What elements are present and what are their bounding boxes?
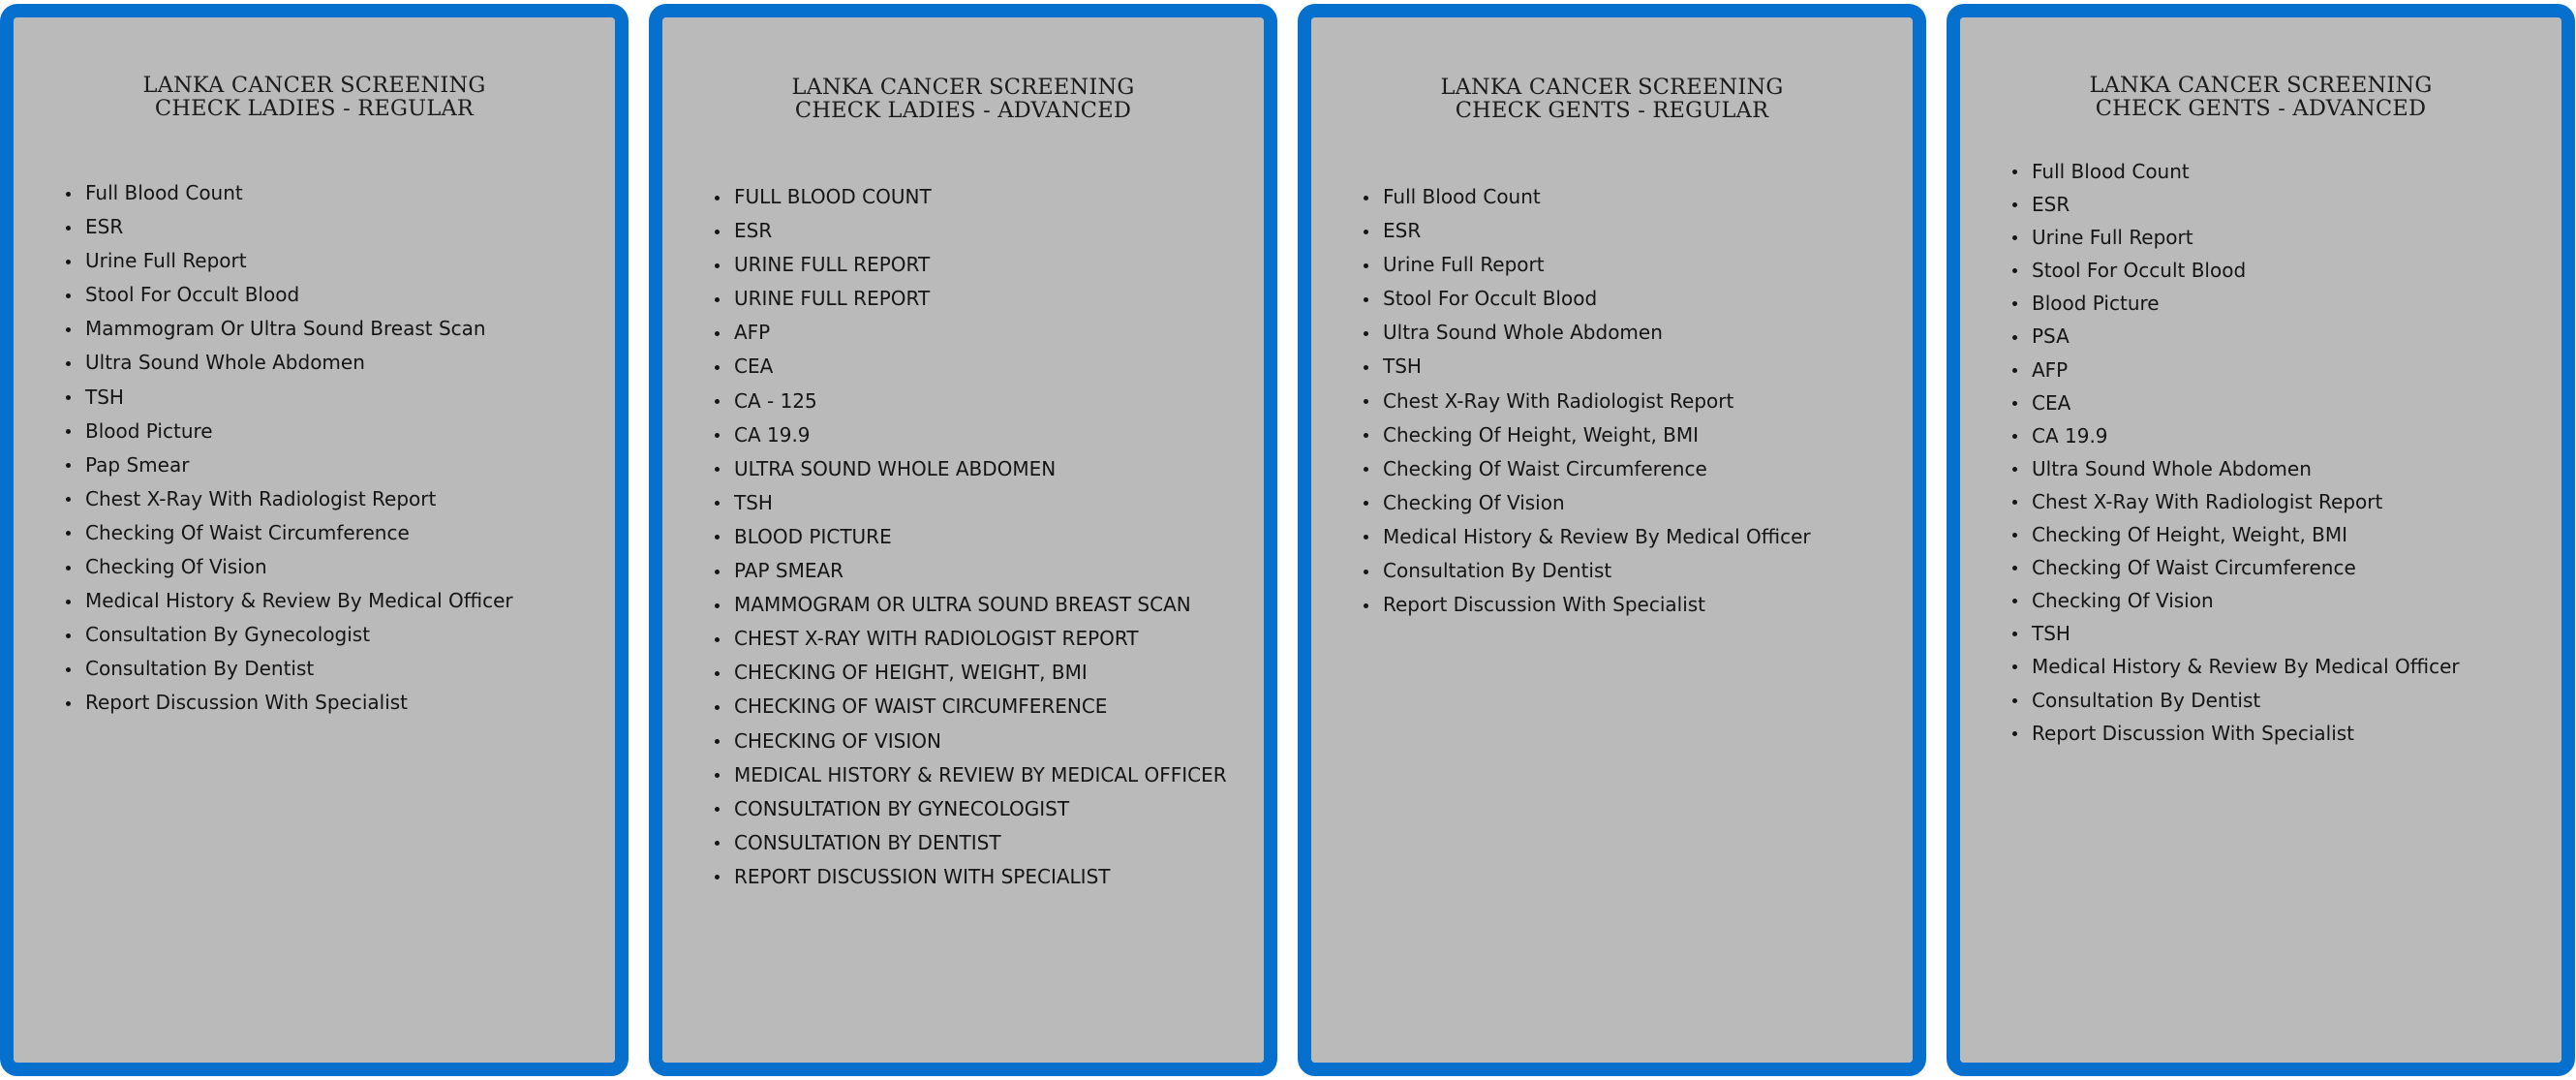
test-list-item: BLOOD PICTURE [715, 520, 1254, 554]
test-list-item: Consultation By Dentist [2012, 684, 2552, 717]
test-list-item: Report Discussion With Specialist [66, 686, 605, 720]
test-list-item: Ultra Sound Whole Abdomen [1364, 316, 1903, 350]
test-list-item: Consultation By Dentist [66, 652, 605, 686]
test-list-item: CHECKING OF VISION [715, 725, 1254, 758]
card-title-line1: LANKA CANCER SCREENING [1440, 75, 1784, 100]
test-list-item: Blood Picture [66, 415, 605, 448]
test-list-item: AFP [715, 316, 1254, 350]
test-list-item: CONSULTATION BY DENTIST [715, 826, 1254, 860]
test-list-item: ESR [66, 210, 605, 244]
test-list-item: TSH [715, 486, 1254, 520]
test-list-item: Medical History & Review By Medical Officer [66, 584, 605, 618]
test-list-item: Mammogram Or Ultra Sound Breast Scan [66, 312, 605, 346]
test-list-item: Stool For Occult Blood [66, 278, 605, 312]
test-list-item: Ultra Sound Whole Abdomen [2012, 452, 2552, 485]
test-list-item: PAP SMEAR [715, 554, 1254, 588]
test-list-item: ESR [715, 214, 1254, 248]
test-list-item: URINE FULL REPORT [715, 282, 1254, 316]
test-list [1364, 180, 1903, 622]
test-list-item: REPORT DISCUSSION WITH SPECIALIST [715, 860, 1254, 894]
test-list-item: Pap Smear [66, 448, 605, 482]
card-title [14, 74, 615, 120]
package-card-gents-regular [1298, 4, 1926, 1076]
card-title-line1: LANKA CANCER SCREENING [791, 75, 1135, 100]
card-title [1960, 74, 2561, 120]
test-list-item: CA 19.9 [715, 418, 1254, 452]
test-list-item: TSH [1364, 350, 1903, 384]
card-title [1311, 76, 1913, 122]
card-title-line1: LANKA CANCER SCREENING [142, 73, 486, 98]
test-list-item: CEA [715, 350, 1254, 384]
test-list [715, 180, 1254, 894]
card-title-line2: CHECK GENTS - ADVANCED [2095, 96, 2427, 121]
test-list [66, 176, 605, 721]
test-list-item: CEA [2012, 386, 2552, 419]
test-list-item: MAMMOGRAM OR ULTRA SOUND BREAST SCAN [715, 588, 1254, 622]
card-title-line2: CHECK LADIES - REGULAR [154, 96, 475, 121]
test-list-item: MEDICAL HISTORY & REVIEW BY MEDICAL OFFICER [715, 758, 1254, 792]
test-list-item: URINE FULL REPORT [715, 248, 1254, 282]
package-card-ladies-regular [0, 4, 629, 1076]
test-list-item: CHECKING OF HEIGHT, WEIGHT, BMI [715, 656, 1254, 690]
card-title-line2: CHECK LADIES - ADVANCED [794, 98, 1132, 123]
test-list-item: Medical History & Review By Medical Officer [2012, 650, 2552, 683]
test-list [2012, 155, 2552, 750]
test-list-item: CONSULTATION BY GYNECOLOGIST [715, 792, 1254, 826]
test-list-item: CHECKING OF WAIST CIRCUMFERENCE [715, 690, 1254, 724]
test-list-item: Chest X-Ray With Radiologist Report [66, 482, 605, 516]
test-list-item: Urine Full Report [2012, 221, 2552, 254]
test-list-item: Urine Full Report [66, 244, 605, 278]
test-list-item: Consultation By Gynecologist [66, 618, 605, 652]
test-list-item: ESR [2012, 188, 2552, 221]
test-list-item: CHEST X-RAY WITH RADIOLOGIST REPORT [715, 622, 1254, 656]
test-list-item: Full Blood Count [1364, 180, 1903, 214]
test-list-item: Urine Full Report [1364, 248, 1903, 282]
test-list-item: ESR [1364, 214, 1903, 248]
test-list-item: Medical History & Review By Medical Officer [1364, 520, 1903, 554]
card-title [662, 76, 1264, 122]
test-list-item: Blood Picture [2012, 287, 2552, 320]
test-list-item: Checking Of Waist Circumference [2012, 551, 2552, 584]
card-title-line2: CHECK GENTS - REGULAR [1455, 98, 1769, 123]
test-list-item: TSH [2012, 617, 2552, 650]
test-list-item: Checking Of Waist Circumference [66, 516, 605, 550]
test-list-item: Ultra Sound Whole Abdomen [66, 346, 605, 380]
test-list-item: CA - 125 [715, 385, 1254, 418]
test-list-item: Checking Of Vision [2012, 584, 2552, 617]
test-list-item: Checking Of Vision [1364, 486, 1903, 520]
test-list-item: FULL BLOOD COUNT [715, 180, 1254, 214]
test-list-item: TSH [66, 381, 605, 415]
package-card-gents-advanced [1947, 4, 2575, 1076]
test-list-item: AFP [2012, 354, 2552, 386]
test-list-item: Chest X-Ray With Radiologist Report [1364, 385, 1903, 418]
package-card-ladies-advanced [649, 4, 1277, 1076]
test-list-item: Consultation By Dentist [1364, 554, 1903, 588]
test-list-item: Chest X-Ray With Radiologist Report [2012, 485, 2552, 518]
test-list-item: Full Blood Count [66, 176, 605, 210]
card-title-line1: LANKA CANCER SCREENING [2089, 73, 2433, 98]
test-list-item: Checking Of Vision [66, 550, 605, 584]
test-list-item: PSA [2012, 320, 2552, 353]
test-list-item: ULTRA SOUND WHOLE ABDOMEN [715, 452, 1254, 486]
test-list-item: Stool For Occult Blood [2012, 254, 2552, 287]
test-list-item: Full Blood Count [2012, 155, 2552, 188]
test-list-item: Checking Of Height, Weight, BMI [2012, 518, 2552, 551]
test-list-item: Checking Of Waist Circumference [1364, 452, 1903, 486]
test-list-item: CA 19.9 [2012, 419, 2552, 452]
test-list-item: Report Discussion With Specialist [1364, 588, 1903, 622]
test-list-item: Report Discussion With Specialist [2012, 717, 2552, 750]
test-list-item: Stool For Occult Blood [1364, 282, 1903, 316]
test-list-item: Checking Of Height, Weight, BMI [1364, 418, 1903, 452]
